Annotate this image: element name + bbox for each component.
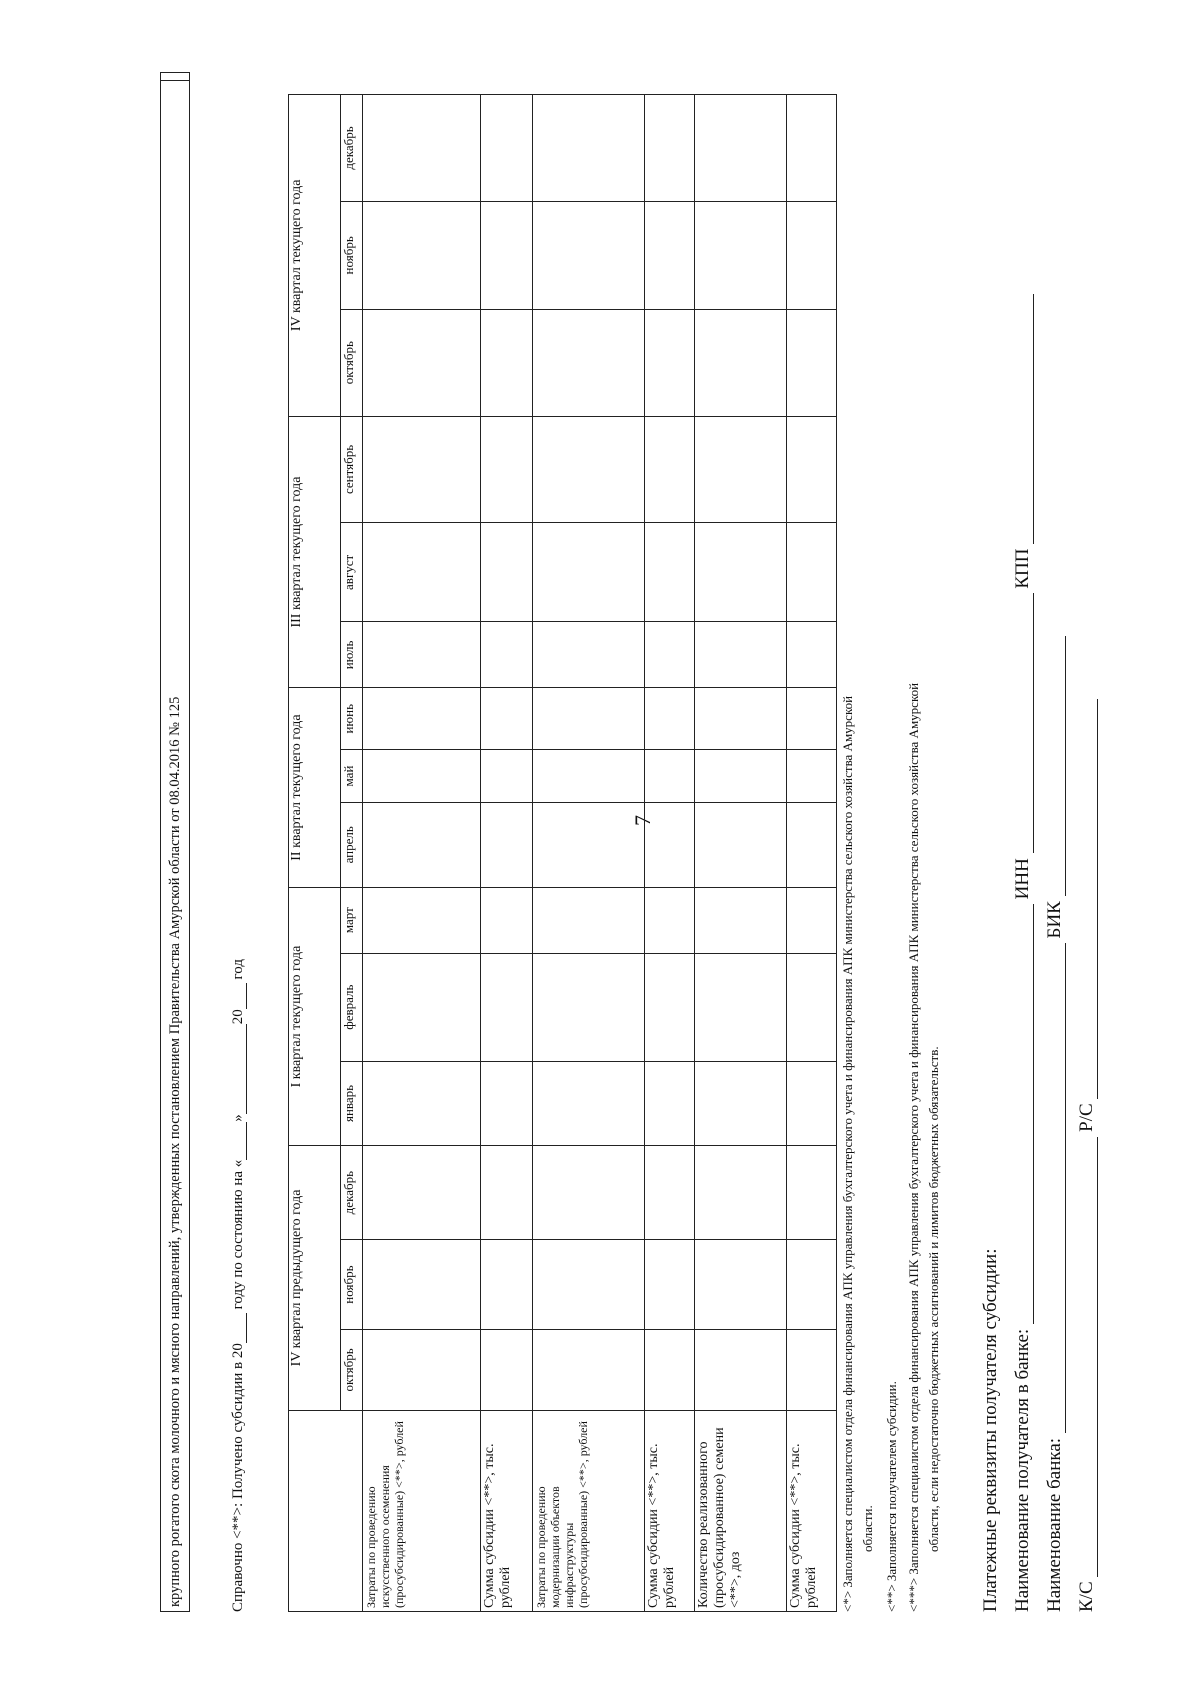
data-cell[interactable] [787, 622, 837, 688]
month-header: март [341, 887, 363, 953]
data-cell[interactable] [645, 750, 695, 803]
reference-year2-blank[interactable] [246, 983, 247, 1009]
data-cell[interactable] [695, 523, 787, 622]
data-cell[interactable] [481, 622, 533, 688]
data-cell[interactable] [695, 1061, 787, 1146]
data-cell[interactable] [787, 95, 837, 202]
requisites-line-bank [1044, 636, 1066, 1612]
quarter-header: III квартал текущего года [289, 416, 341, 688]
data-cell[interactable] [787, 953, 837, 1061]
data-cell[interactable] [363, 622, 481, 688]
data-cell[interactable] [481, 201, 533, 309]
data-cell[interactable] [363, 953, 481, 1061]
data-cell[interactable] [695, 1330, 787, 1410]
bik-label: БИК [1044, 901, 1065, 939]
footnote-1-continued: области. [860, 1505, 875, 1552]
data-cell[interactable] [363, 309, 481, 416]
data-cell[interactable] [645, 309, 695, 416]
data-cell[interactable] [695, 622, 787, 688]
month-header: август [341, 523, 363, 622]
reference-suffix: год [230, 959, 246, 980]
corner-cell [289, 1410, 363, 1611]
data-cell[interactable] [645, 95, 695, 202]
rs-field[interactable] [1097, 699, 1098, 1099]
data-cell[interactable] [533, 416, 645, 523]
quarter-header: II квартал текущего года [289, 688, 341, 887]
data-cell[interactable] [787, 688, 837, 750]
data-cell[interactable] [481, 416, 533, 523]
kpp-field[interactable] [1033, 294, 1034, 544]
reference-quote-close: » [230, 1114, 246, 1122]
data-cell[interactable] [363, 201, 481, 309]
data-cell[interactable] [695, 95, 787, 202]
footnote-3-continued: области, если недостаточно бюджетных ассигнований и лимитов бюджетных обязательств. [926, 1046, 941, 1552]
requisites-title: Платежные реквизиты получателя субсидии: [980, 1248, 1001, 1612]
reference-line [230, 959, 247, 1612]
data-cell[interactable] [645, 1239, 695, 1329]
month-header: октябрь [341, 1330, 363, 1410]
month-header: январь [341, 1061, 363, 1146]
data-cell[interactable] [695, 688, 787, 750]
data-cell[interactable] [695, 1239, 787, 1329]
table-row [481, 95, 533, 1612]
month-header: июнь [341, 688, 363, 750]
row-label: Сумма субсидии <**>, тыс. рублей [787, 1410, 837, 1611]
data-cell[interactable] [363, 1061, 481, 1146]
data-cell[interactable] [787, 750, 837, 803]
data-cell[interactable] [787, 523, 837, 622]
recipient-bank-field[interactable] [1033, 904, 1034, 1324]
data-cell[interactable] [533, 688, 645, 750]
month-header: декабрь [341, 1146, 363, 1240]
recipient-bank-label: Наименование получателя в банке: [1012, 1328, 1033, 1612]
data-cell[interactable] [533, 201, 645, 309]
data-cell[interactable] [481, 750, 533, 803]
data-cell[interactable] [645, 201, 695, 309]
month-header: ноябрь [341, 201, 363, 309]
data-cell[interactable] [481, 688, 533, 750]
reference-prefix: Справочно <**>: Получено субсидии в 20 [230, 1343, 246, 1612]
row-label: Сумма субсидии <**>, тыс. рублей [645, 1410, 695, 1611]
data-cell[interactable] [363, 95, 481, 202]
data-cell[interactable] [645, 1146, 695, 1240]
data-cell[interactable] [481, 1146, 533, 1240]
reference-year-prefix: 20 [230, 1009, 246, 1025]
footnote-2: <**> Заполняется получателем субсидии. [884, 1381, 899, 1612]
reference-year-blank[interactable] [246, 1313, 247, 1343]
footnote-1: <*> Заполняется специалистом отдела финансирования АПК управления бухгалтерского учета и финансирования АПК министерства сельского хозяйства Амурской [840, 695, 855, 1612]
ks-label: К/С [1076, 1581, 1097, 1612]
data-cell[interactable] [533, 1061, 645, 1146]
data-cell[interactable] [645, 887, 695, 953]
data-cell[interactable] [645, 622, 695, 688]
data-cell[interactable] [363, 1239, 481, 1329]
bik-field[interactable] [1065, 636, 1066, 896]
header-strip-text: крупного рогатого скота молочного и мясного направлений, утвержденных постановлением Правительства Амурской области от 08.04.2016 № 125 [167, 696, 183, 1607]
reference-day-blank[interactable] [246, 1122, 247, 1160]
data-cell[interactable] [695, 953, 787, 1061]
data-cell[interactable] [533, 622, 645, 688]
table-row [787, 95, 837, 1612]
data-cell[interactable] [533, 95, 645, 202]
header-strip [160, 72, 190, 1612]
bank-name-label: Наименование банка: [1044, 1437, 1065, 1612]
data-cell[interactable] [481, 523, 533, 622]
data-cell[interactable] [787, 1061, 837, 1146]
month-header: апрель [341, 802, 363, 887]
inn-label: ИНН [1012, 858, 1033, 900]
bank-name-field[interactable] [1065, 943, 1066, 1433]
subsidy-table [288, 94, 837, 1612]
data-cell[interactable] [695, 750, 787, 803]
data-cell[interactable] [533, 523, 645, 622]
month-header-row [341, 95, 363, 1612]
data-cell[interactable] [695, 201, 787, 309]
data-cell[interactable] [533, 1146, 645, 1240]
table-row [363, 95, 481, 1612]
data-cell[interactable] [645, 1061, 695, 1146]
data-cell[interactable] [787, 309, 837, 416]
month-header: сентябрь [341, 416, 363, 523]
row-label: Затраты по проведению модернизации объектов инфраструктуры (просубсидированные) <**>, рублей [533, 1410, 645, 1611]
requisites-line-recipient [1012, 294, 1034, 1612]
data-cell[interactable] [533, 1239, 645, 1329]
data-cell[interactable] [363, 887, 481, 953]
data-cell[interactable] [533, 750, 645, 803]
data-cell[interactable] [363, 1146, 481, 1240]
month-header: ноябрь [341, 1239, 363, 1329]
reference-month-blank[interactable] [246, 1024, 247, 1114]
data-cell[interactable] [533, 309, 645, 416]
data-cell[interactable] [533, 802, 645, 887]
data-cell[interactable] [481, 1239, 533, 1329]
inn-field[interactable] [1033, 593, 1034, 853]
month-header: декабрь [341, 95, 363, 202]
data-cell[interactable] [645, 802, 695, 887]
table-row [695, 95, 787, 1612]
quarter-header: IV квартал текущего года [289, 95, 341, 417]
footnote-3: <***> Заполняется специалистом отдела финансирования АПК управления бухгалтерского учета и финансирования АПК министерства сельского хозяйства Амурской [906, 682, 921, 1612]
table-row [645, 95, 695, 1612]
data-cell[interactable] [787, 1239, 837, 1329]
data-cell[interactable] [695, 887, 787, 953]
month-header: май [341, 750, 363, 803]
data-cell[interactable] [645, 953, 695, 1061]
data-cell[interactable] [481, 887, 533, 953]
table-row [533, 95, 645, 1612]
data-cell[interactable] [363, 688, 481, 750]
row-label: Количество реализованного (просубсидированное) семени <**>, доз [695, 1410, 787, 1611]
data-cell[interactable] [645, 416, 695, 523]
data-cell[interactable] [787, 416, 837, 523]
rs-label: Р/С [1076, 1103, 1097, 1132]
data-cell[interactable] [481, 95, 533, 202]
data-cell[interactable] [645, 523, 695, 622]
data-cell[interactable] [645, 1330, 695, 1410]
quarter-header: I квартал текущего года [289, 887, 341, 1146]
data-cell[interactable] [695, 309, 787, 416]
data-cell[interactable] [481, 1061, 533, 1146]
kpp-label: КПП [1012, 548, 1033, 589]
header-strip-divider [161, 80, 189, 81]
month-header: июль [341, 622, 363, 688]
data-cell[interactable] [481, 802, 533, 887]
data-cell[interactable] [787, 1330, 837, 1410]
page-number: 7 [630, 815, 655, 826]
requisites-line-accounts [1076, 699, 1098, 1612]
data-cell[interactable] [787, 887, 837, 953]
data-cell[interactable] [533, 953, 645, 1061]
data-cell[interactable] [695, 802, 787, 887]
row-label: Затраты по проведению искусственного осеменения (просубсидированные) <**>, рублей [363, 1410, 481, 1611]
month-header: февраль [341, 953, 363, 1061]
data-cell[interactable] [533, 887, 645, 953]
ks-field[interactable] [1097, 1137, 1098, 1577]
data-cell[interactable] [695, 416, 787, 523]
data-cell[interactable] [363, 750, 481, 803]
data-cell[interactable] [533, 1330, 645, 1410]
data-cell[interactable] [363, 523, 481, 622]
rotated-document [160, 92, 1180, 1612]
data-cell[interactable] [363, 802, 481, 887]
quarter-header: IV квартал предыдущего года [289, 1146, 341, 1410]
data-cell[interactable] [363, 1330, 481, 1410]
month-header: октябрь [341, 309, 363, 416]
row-label: Сумма субсидии <**>, тыс. рублей [481, 1410, 533, 1611]
data-cell[interactable] [481, 309, 533, 416]
data-cell[interactable] [363, 416, 481, 523]
data-cell[interactable] [787, 201, 837, 309]
data-cell[interactable] [645, 688, 695, 750]
data-cell[interactable] [481, 1330, 533, 1410]
data-cell[interactable] [695, 1146, 787, 1240]
data-cell[interactable] [787, 1146, 837, 1240]
data-cell[interactable] [481, 953, 533, 1061]
data-cell[interactable] [787, 802, 837, 887]
reference-middle: году по состоянию на « [230, 1159, 246, 1310]
